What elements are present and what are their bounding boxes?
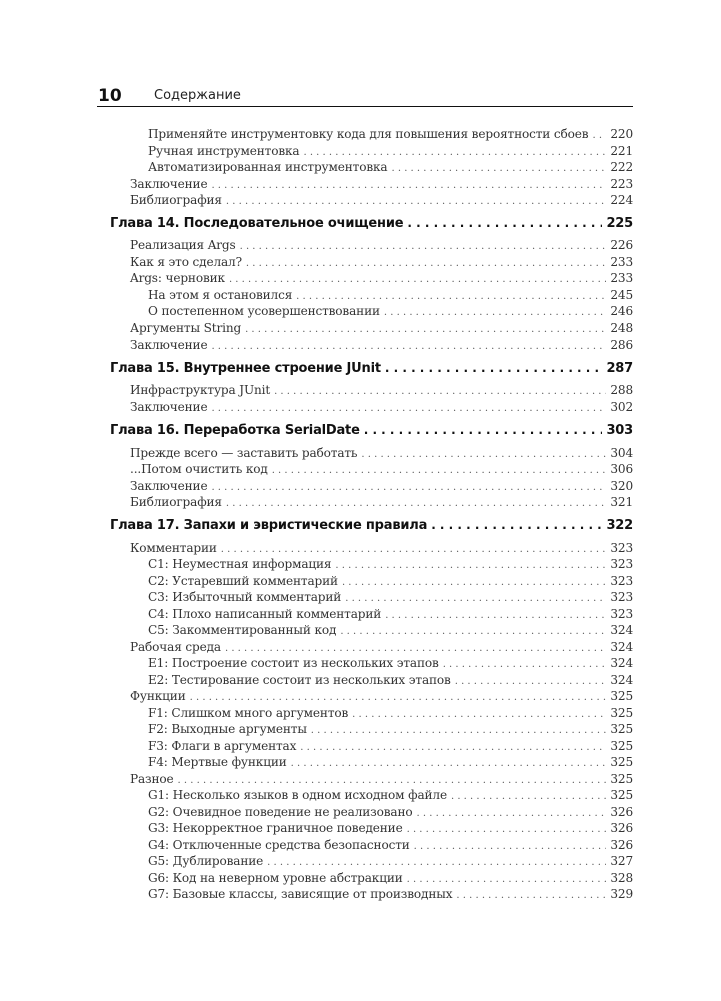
entry-page-number: 329	[610, 887, 633, 901]
entry-title: F4: Мертвые функции	[148, 755, 287, 769]
toc-entry	[148, 871, 633, 887]
toc-entry	[148, 127, 633, 143]
dot-leader	[592, 130, 606, 141]
entry-title: Глава 17. Запахи и эвристические правила	[110, 518, 428, 533]
entry-title: Рабочая среда	[130, 640, 221, 654]
toc-entry	[148, 755, 633, 771]
entry-page-number: 325	[610, 772, 633, 786]
dot-leader	[417, 808, 607, 819]
toc-entry	[148, 788, 633, 804]
dot-leader	[311, 725, 607, 736]
entry-title: Глава 15. Внутреннее строение JUnit	[110, 361, 381, 376]
toc-entry	[130, 177, 633, 193]
entry-page-number: 245	[610, 288, 633, 302]
entry-page-number: 288	[610, 383, 633, 397]
dot-leader	[272, 465, 607, 476]
dot-leader	[384, 307, 606, 318]
entry-page-number: 324	[610, 673, 633, 687]
toc-entry	[130, 689, 633, 705]
toc-entry	[148, 821, 633, 837]
toc-entry	[148, 557, 633, 573]
entry-page-number: 324	[610, 640, 633, 654]
entry-page-number: 327	[610, 854, 633, 868]
entry-page-number: 248	[610, 321, 633, 335]
toc-entry	[148, 739, 633, 755]
dot-leader	[361, 449, 606, 460]
dot-leader	[211, 180, 606, 191]
entry-title: Заключение	[130, 177, 208, 191]
entry-title: F1: Слишком много аргументов	[148, 706, 349, 720]
entry-page-number: 326	[610, 838, 633, 852]
toc-entry	[130, 772, 633, 788]
entry-page-number: 321	[610, 495, 633, 509]
entry-title: Аргументы String	[130, 321, 242, 335]
dot-leader	[414, 841, 607, 852]
entry-title: Библиография	[130, 193, 222, 207]
dot-leader	[345, 593, 606, 604]
toc-entry	[130, 479, 633, 495]
dot-leader	[211, 341, 606, 352]
entry-title: Заключение	[130, 479, 208, 493]
toc-entry	[130, 462, 633, 478]
dot-leader	[407, 216, 602, 230]
entry-title: Применяйте инструментовку кода для повышения вероятности сбоев	[148, 127, 589, 141]
entry-title: G4: Отключенные средства безопасности	[148, 838, 410, 852]
toc-entry	[148, 144, 633, 160]
dot-leader	[352, 709, 606, 720]
entry-page-number: 246	[610, 304, 633, 318]
entry-page-number: 233	[610, 255, 633, 269]
toc-entry	[148, 656, 633, 672]
entry-page-number: 323	[610, 541, 633, 555]
dot-leader	[455, 676, 607, 687]
toc-entry	[148, 160, 633, 176]
dot-leader	[391, 163, 606, 174]
entry-page-number: 287	[606, 361, 633, 376]
toc-entry	[148, 673, 633, 689]
entry-page-number: 325	[610, 689, 633, 703]
entry-title: Библиография	[130, 495, 222, 509]
entry-title: На этом я остановился	[148, 288, 293, 302]
entry-title: F2: Выходные аргументы	[148, 722, 307, 736]
toc-chapter-entry	[110, 423, 633, 439]
toc-entry	[148, 574, 633, 590]
toc-chapter-entry	[110, 361, 633, 377]
toc-entry	[130, 383, 633, 399]
toc-entry	[130, 541, 633, 557]
dot-leader	[221, 544, 607, 555]
entry-page-number: 325	[610, 788, 633, 802]
entry-title: G3: Некорректное граничное поведение	[148, 821, 403, 835]
dot-leader	[303, 147, 606, 158]
toc-entry	[148, 706, 633, 722]
toc-entry	[130, 640, 633, 656]
dot-leader	[211, 403, 606, 414]
toc-entry	[148, 304, 633, 320]
entry-page-number: 324	[610, 656, 633, 670]
toc-entry	[148, 623, 633, 639]
dot-leader	[190, 692, 607, 703]
entry-page-number: 324	[610, 623, 633, 637]
dot-leader	[226, 498, 606, 509]
dot-leader	[407, 824, 607, 835]
entry-title: Инфраструктура JUnit	[130, 383, 271, 397]
entry-title: C5: Закомментированный код	[148, 623, 337, 637]
entry-page-number: 222	[610, 160, 633, 174]
dot-leader	[240, 241, 607, 252]
toc-entry	[148, 854, 633, 870]
toc-entry	[130, 446, 633, 462]
entry-title: Прежде всего — заставить работать	[130, 446, 358, 460]
entry-title: G5: Дублирование	[148, 854, 264, 868]
entry-title: ...Потом очистить код	[130, 462, 268, 476]
entry-title: F3: Флаги в аргументах	[148, 739, 297, 753]
toc-entry	[130, 321, 633, 337]
entry-title: Args: черновик	[130, 271, 225, 285]
entry-page-number: 323	[610, 607, 633, 621]
entry-title: C2: Устаревший комментарий	[148, 574, 338, 588]
entry-page-number: 226	[610, 238, 633, 252]
entry-page-number: 233	[610, 271, 633, 285]
entry-title: C1: Неуместная информация	[148, 557, 332, 571]
entry-title: G1: Несколько языков в одном исходном файле	[148, 788, 447, 802]
page-number: 10	[98, 86, 122, 106]
dot-leader	[274, 386, 606, 397]
dot-leader	[451, 791, 606, 802]
dot-leader	[267, 857, 606, 868]
dot-leader	[226, 196, 606, 207]
toc-entry	[130, 495, 633, 511]
toc-entry	[148, 838, 633, 854]
entry-page-number: 322	[606, 518, 633, 533]
page-header	[97, 86, 633, 107]
entry-title: Разное	[130, 772, 174, 786]
dot-leader	[229, 274, 606, 285]
dot-leader	[211, 482, 606, 493]
entry-title: Заключение	[130, 338, 208, 352]
dot-leader	[364, 423, 603, 437]
entry-title: Заключение	[130, 400, 208, 414]
dot-leader	[335, 560, 606, 571]
dot-leader	[178, 775, 607, 786]
entry-page-number: 304	[610, 446, 633, 460]
dot-leader	[407, 874, 607, 885]
entry-page-number: 302	[610, 400, 633, 414]
entry-title: Глава 16. Переработка SerialDate	[110, 423, 360, 438]
dot-leader	[340, 626, 606, 637]
toc-entry	[130, 271, 633, 287]
toc-entry	[148, 590, 633, 606]
entry-page-number: 286	[610, 338, 633, 352]
entry-title: C3: Избыточный комментарий	[148, 590, 342, 604]
entry-page-number: 306	[610, 462, 633, 476]
entry-title: E1: Построение состоит из нескольких этапов	[148, 656, 439, 670]
entry-title: Глава 14. Последовательное очищение	[110, 216, 404, 231]
entry-page-number: 326	[610, 805, 633, 819]
toc-entry	[130, 193, 633, 209]
toc-entry	[130, 255, 633, 271]
dot-leader	[443, 659, 607, 670]
dot-leader	[245, 324, 606, 335]
dot-leader	[385, 361, 603, 375]
entry-title: G7: Базовые классы, зависящие от производных	[148, 887, 453, 901]
entry-page-number: 224	[610, 193, 633, 207]
toc-entry	[148, 288, 633, 304]
entry-page-number: 326	[610, 821, 633, 835]
entry-page-number: 328	[610, 871, 633, 885]
entry-title: E2: Тестирование состоит из нескольких этапов	[148, 673, 451, 687]
toc-chapter-entry	[110, 518, 633, 534]
toc-entry	[130, 400, 633, 416]
dot-leader	[431, 518, 602, 532]
dot-leader	[291, 758, 607, 769]
entry-title: Функции	[130, 689, 186, 703]
dot-leader	[300, 742, 606, 753]
entry-title: О постепенном усовершенствовании	[148, 304, 380, 318]
entry-page-number: 223	[610, 177, 633, 191]
dot-leader	[225, 643, 606, 654]
entry-page-number: 225	[606, 216, 633, 231]
entry-page-number: 303	[606, 423, 633, 438]
entry-page-number: 323	[610, 590, 633, 604]
toc-entry	[148, 607, 633, 623]
entry-title: G2: Очевидное поведение не реализовано	[148, 805, 413, 819]
entry-page-number: 220	[610, 127, 633, 141]
entry-title: C4: Плохо написанный комментарий	[148, 607, 382, 621]
entry-title: Как я это сделал?	[130, 255, 242, 269]
dot-leader	[296, 291, 606, 302]
entry-title: G6: Код на неверном уровне абстракции	[148, 871, 403, 885]
entry-page-number: 325	[610, 739, 633, 753]
toc-entry	[148, 887, 633, 903]
entry-title: Ручная инструментовка	[148, 144, 300, 158]
dot-leader	[246, 258, 606, 269]
entry-page-number: 323	[610, 557, 633, 571]
toc-entry	[130, 238, 633, 254]
dot-leader	[385, 610, 606, 621]
toc-entry	[148, 805, 633, 821]
dot-leader	[342, 577, 606, 588]
toc-chapter-entry	[110, 216, 633, 232]
entry-title: Комментарии	[130, 541, 217, 555]
entry-page-number: 325	[610, 706, 633, 720]
toc-entry	[148, 722, 633, 738]
entry-page-number: 221	[610, 144, 633, 158]
entry-title: Реализация Args	[130, 238, 236, 252]
entry-page-number: 325	[610, 722, 633, 736]
entry-page-number: 320	[610, 479, 633, 493]
dot-leader	[456, 890, 606, 901]
entry-page-number: 323	[610, 574, 633, 588]
toc-entry	[130, 338, 633, 354]
entry-title: Автоматизированная инструментовка	[148, 160, 388, 174]
running-title: Содержание	[154, 88, 241, 103]
entry-page-number: 325	[610, 755, 633, 769]
